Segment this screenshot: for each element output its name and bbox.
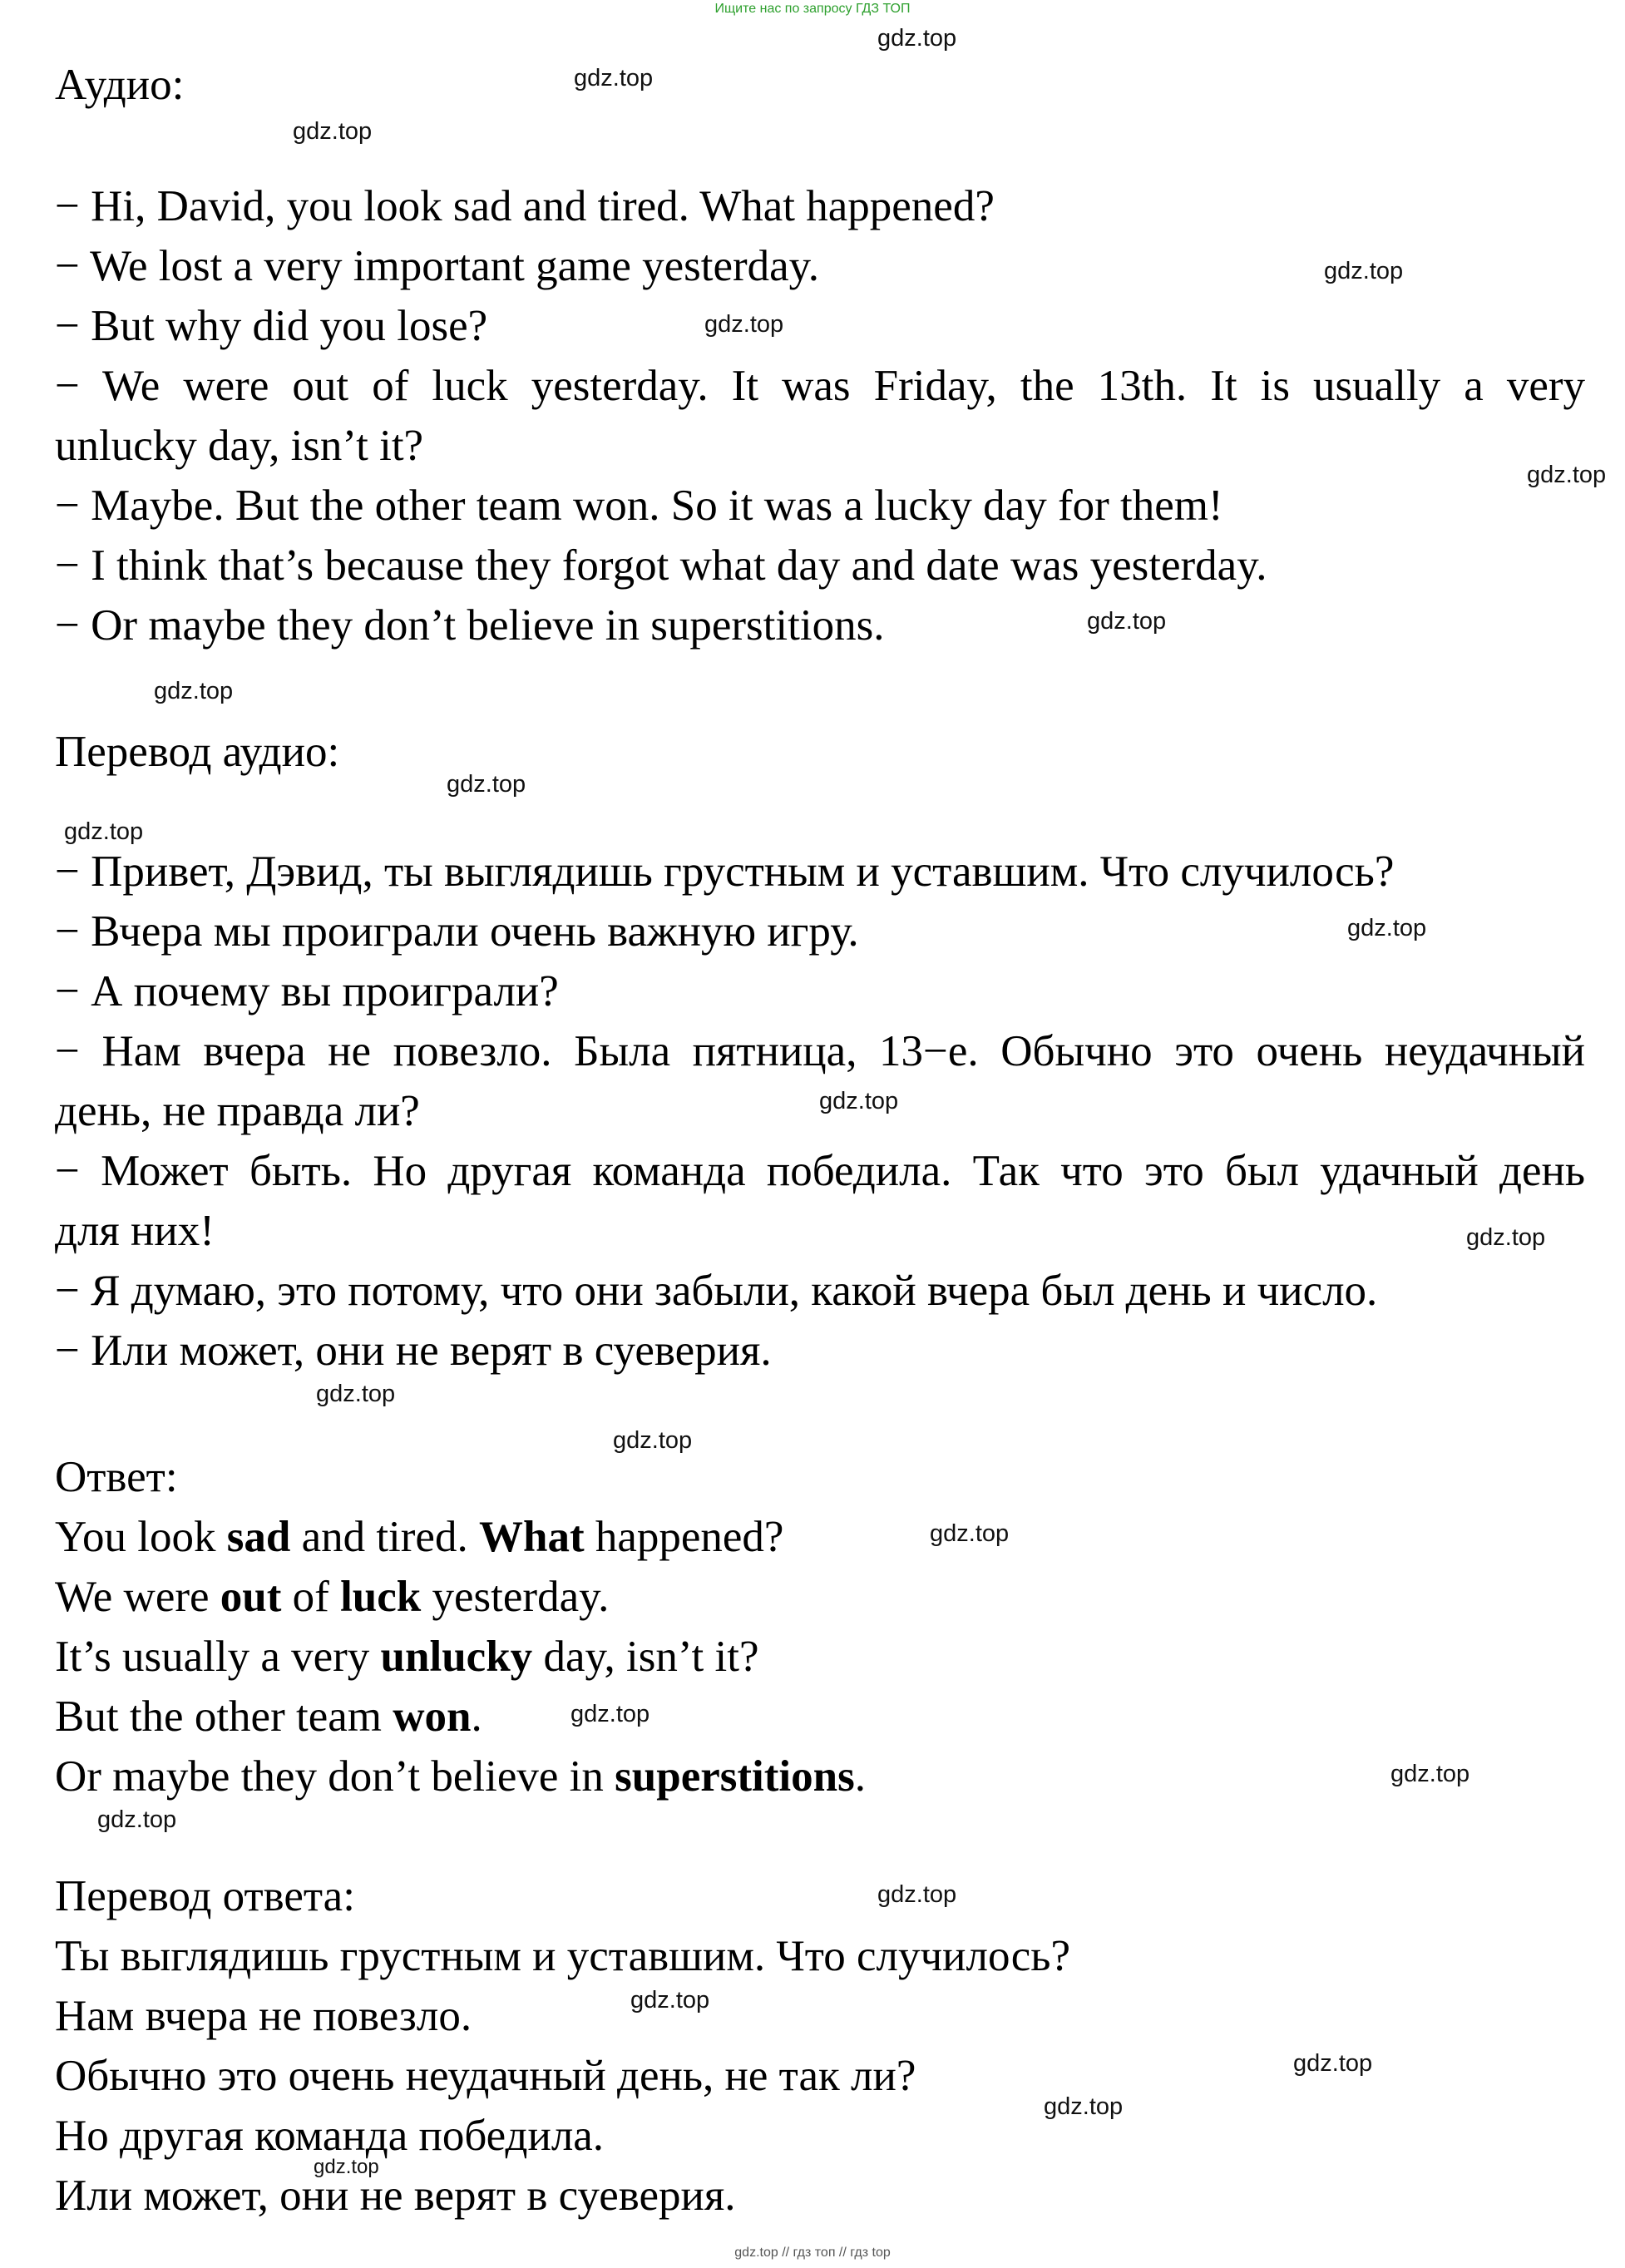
answer-translation-line: Но другая команда победила. (55, 2112, 605, 2160)
audio-translation-heading: Перевод аудио: (55, 728, 340, 776)
answer-translation-heading: Перевод ответа: (55, 1872, 355, 1920)
watermark: gdz.top (314, 2156, 379, 2178)
watermark: gdz.top (293, 118, 373, 145)
audio-translation-line: − Может быть. Но другая команда победила. Так что это был удачный день (55, 1147, 1585, 1195)
watermark: gdz.top (316, 1381, 396, 1407)
audio-translation-line: − Вчера мы проиграли очень важную игру. (55, 907, 859, 956)
audio-translation-line: день, не правда ли? (55, 1087, 420, 1135)
watermark: gdz.top (877, 1881, 957, 1908)
answer-translation-line: Или может, они не верят в суеверия. (55, 2172, 736, 2220)
answer-translation-line: Ты выглядишь грустным и уставшим. Что случилось? (55, 1932, 1070, 1980)
audio-translation-line: для них! (55, 1207, 215, 1255)
watermark: gdz.top (704, 311, 784, 338)
watermark: gdz.top (154, 678, 234, 704)
watermark: gdz.top (877, 25, 957, 52)
watermark: gdz.top (447, 771, 526, 798)
audio-line: − Maybe. But the other team won. So it was a lucky day for them! (55, 482, 1223, 530)
watermark: gdz.top (1390, 1761, 1470, 1787)
answer-translation-line: Обычно это очень неудачный день, не так ли? (55, 2052, 916, 2100)
audio-line: − We lost a very important game yesterday. (55, 242, 819, 290)
audio-translation-line: − Нам вчера не повезло. Была пятница, 13−е. Обычно это очень неудачный (55, 1027, 1585, 1075)
watermark: gdz.top (1347, 915, 1427, 941)
watermark: gdz.top (1527, 462, 1607, 488)
audio-translation-line: − Привет, Дэвид, ты выглядишь грустным и уставшим. Что случилось? (55, 847, 1395, 896)
answer-line: We were out of luck yesterday. (55, 1573, 610, 1621)
watermark: gdz.top (97, 1806, 177, 1833)
watermark: gdz.top (1466, 1224, 1546, 1251)
watermark: gdz.top (630, 1987, 710, 2014)
answer-line: You look sad and tired. What happened? (55, 1513, 784, 1561)
answer-heading: Ответ: (55, 1453, 178, 1501)
audio-translation-line: − Я думаю, это потому, что они забыли, какой вчера был день и число. (55, 1267, 1378, 1315)
audio-heading: Аудио: (55, 61, 185, 109)
watermark: gdz.top (570, 1701, 650, 1727)
watermark: gdz.top (64, 818, 144, 845)
answer-line: It’s usually a very unlucky day, isn’t it? (55, 1633, 759, 1681)
audio-line: − Or maybe they don’t believe in superstitions. (55, 601, 885, 650)
audio-line: − Hi, David, you look sad and tired. What happened? (55, 182, 995, 230)
audio-translation-line: − А почему вы проиграли? (55, 967, 559, 1015)
audio-line: unlucky day, isn’t it? (55, 422, 424, 470)
search-hint: Ищите нас по запросу ГДЗ ТОП (714, 2, 911, 16)
answer-translation-line: Нам вчера не повезло. (55, 1992, 472, 2040)
watermark: gdz.top (1087, 608, 1167, 635)
watermark: gdz.top (613, 1427, 693, 1454)
audio-translation-line: − Или может, они не верят в суеверия. (55, 1327, 772, 1375)
watermark: gdz.top (1293, 2050, 1373, 2077)
answer-line: Or maybe they don’t believe in superstitions. (55, 1752, 866, 1801)
watermark: gdz.top (574, 65, 654, 91)
watermark: gdz.top (930, 1520, 1010, 1547)
audio-line: − I think that’s because they forgot what day and date was yesterday. (55, 541, 1267, 590)
footer-note: gdz.top // гдз топ // гдз top (734, 2246, 891, 2260)
audio-line: − But why did you lose? (55, 302, 488, 350)
audio-line: − We were out of luck yesterday. It was Friday, the 13th. It is usually a very (55, 362, 1585, 410)
watermark: gdz.top (1324, 258, 1404, 284)
watermark: gdz.top (1044, 2093, 1124, 2120)
watermark: gdz.top (819, 1088, 899, 1114)
answer-line: But the other team won. (55, 1692, 482, 1741)
